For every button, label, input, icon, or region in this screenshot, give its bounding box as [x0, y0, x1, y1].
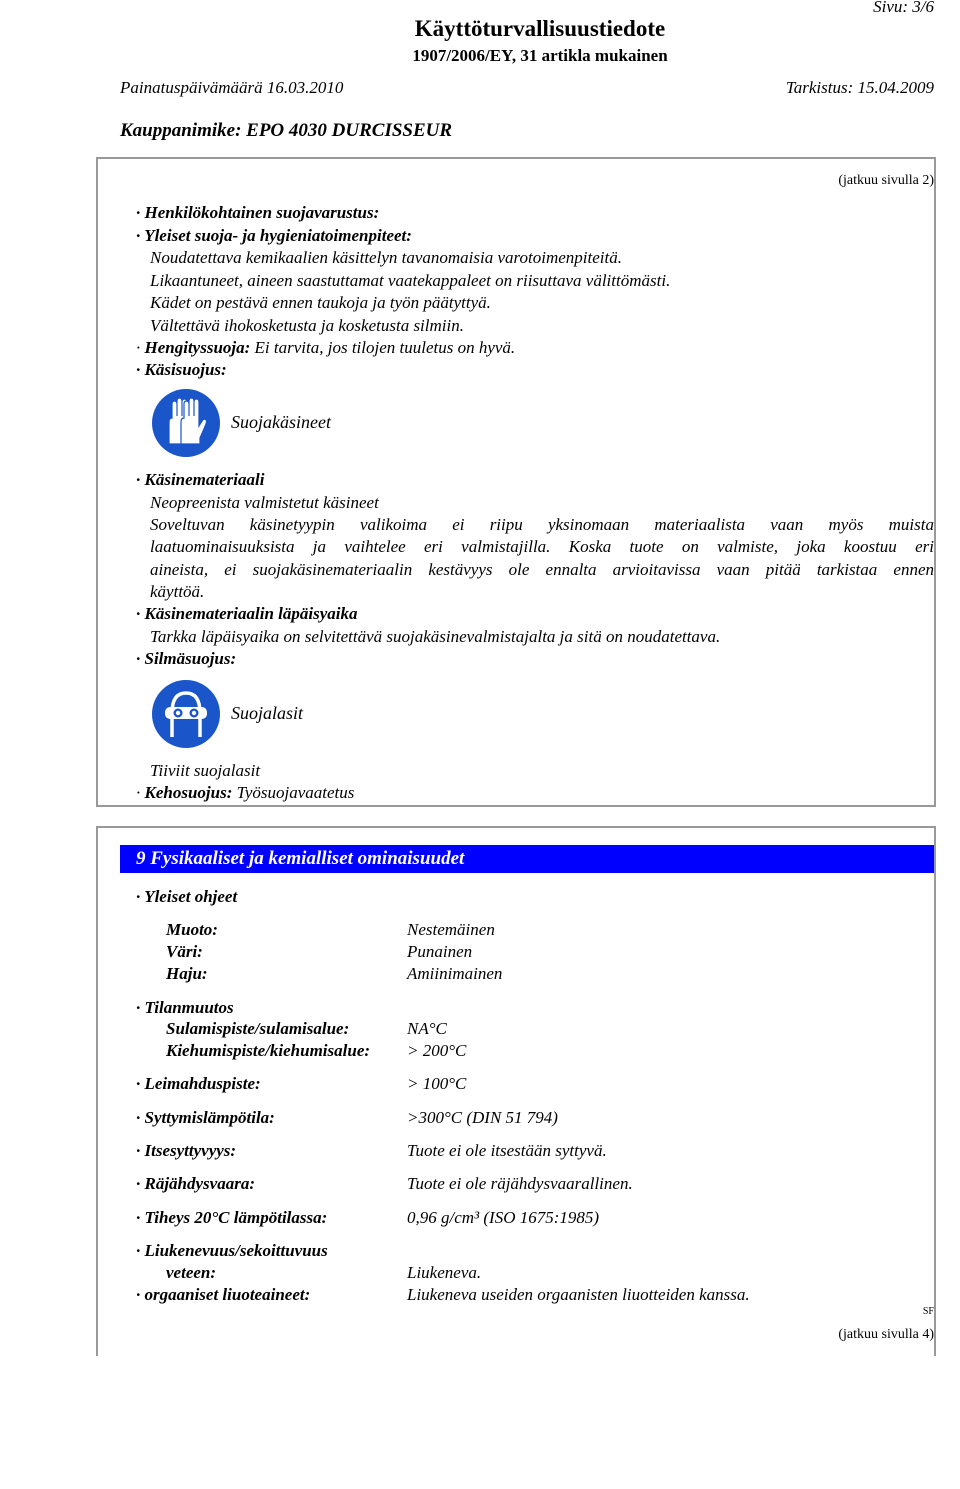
color-label: Väri: — [166, 942, 203, 961]
measure-2: Likaantuneet, aineen saastuttamat vaatekappaleet on riisuttava välittömästi. — [150, 271, 671, 290]
melting-value: NA°C — [407, 1019, 447, 1038]
eye-protection-value: Tiiviit suojalasit — [150, 761, 261, 780]
general-measures-heading: · Yleiset suoja- ja hygieniatoimenpiteet: — [136, 226, 412, 245]
glove-note-line-3: aineista, ei suojakäsinemateriaalin kestävyys ole ennalta arvioitavissa vaan pitää tarkistaa ennen — [150, 560, 934, 579]
eye-protection-heading: · Silmäsuojus: — [136, 649, 237, 668]
odor-label: Haju: — [166, 964, 208, 983]
glove-note-line-2: laatuominaisuuksista ja vaihtelee eri valmistajilla. Koska tuote on valmiste, joka koostuu eri — [150, 537, 934, 556]
form-value: Nestemäinen — [407, 920, 495, 939]
respiratory-protection: · Hengityssuoja: Ei tarvita, jos tilojen tuuletus on hyvä. — [136, 338, 516, 357]
document-subtitle: 1907/2006/EY, 31 artikla mukainen — [412, 46, 668, 65]
measure-4: Vältettävä ihokosketusta ja kosketusta silmiin. — [150, 316, 464, 335]
flash-point-label: · Leimahduspiste: — [136, 1074, 261, 1093]
explosion-label: · Räjähdysvaara: — [136, 1174, 255, 1193]
document-title: Käyttöturvallisuustiedote — [414, 16, 666, 41]
general-info-heading: · Yleiset ohjeet — [136, 887, 238, 906]
measure-3: Kädet on pestävä ennen taukoja ja työn päätyttyä. — [150, 293, 491, 312]
continued-on: (jatkuu sivulla 4) — [838, 1327, 934, 1342]
revision-date: Tarkistus: 15.04.2009 — [785, 78, 934, 97]
glove-note-line-1: Soveltuvan käsinetyypin valikoima ei riipu yksinomaan materiaalista vaan myös muista — [150, 515, 934, 534]
glove-note-last: käyttöä. — [150, 582, 205, 601]
water-solubility-value: Liukeneva. — [407, 1263, 482, 1282]
boiling-value: > 200°C — [407, 1041, 467, 1060]
measure-1: Noudatettava kemikaalien käsittelyn tavanomaisia varotoimenpiteitä. — [150, 248, 622, 267]
section-9-title: 9 Fysikaaliset ja kemialliset ominaisuudet — [120, 845, 934, 873]
hand-protection-heading: · Käsisuojus: — [136, 360, 227, 379]
density-label: · Tiheys 20°C lämpötilassa: — [136, 1208, 328, 1227]
form-label: Muoto: — [166, 920, 218, 939]
print-date: Painatuspäivämäärä 16.03.2010 — [120, 78, 344, 97]
state-change-heading: · Tilanmuutos — [136, 998, 234, 1017]
breakthrough-value: Tarkka läpäisyaika on selvitettävä suojakäsinevalmistajalta ja sitä on noudatettava. — [150, 627, 721, 646]
flash-point-value: > 100°C — [407, 1074, 467, 1093]
solubility-heading: · Liukenevuus/sekoittuvuus — [136, 1241, 328, 1260]
odor-value: Amiinimainen — [407, 964, 503, 983]
language-code: SF — [922, 1306, 934, 1317]
breakthrough-heading: · Käsinemateriaalin läpäisyaika — [136, 604, 358, 623]
gloves-icon-label: Suojakäsineet — [231, 412, 331, 432]
body-protection: · Kehosuojus: Työsuojavaatetus — [136, 783, 355, 802]
ignition-value: >300°C (DIN 51 794) — [407, 1108, 558, 1127]
organic-solvents-value: Liukeneva useiden orgaanisten liuotteiden kanssa. — [407, 1285, 750, 1304]
page-number: Sivu: 3/6 — [873, 0, 934, 16]
glove-material-heading: · Käsinemateriaali — [136, 470, 265, 489]
goggles-icon — [151, 679, 221, 749]
trade-name — [120, 120, 452, 142]
self-ignition-value: Tuote ei ole itsestään syttyvä. — [407, 1141, 607, 1160]
ignition-label: · Syttymislämpötila: — [136, 1108, 275, 1127]
gloves-icon — [151, 388, 221, 458]
trade-value: EPO 4030 DURCISSEUR — [246, 120, 453, 141]
goggles-icon-label: Suojalasit — [231, 703, 304, 723]
density-value: 0,96 g/cm³ (ISO 1675:1985) — [407, 1208, 600, 1227]
organic-solvents-label: · orgaaniset liuoteaineet: — [136, 1285, 311, 1304]
personal-protection-heading: · Henkilökohtainen suojavarustus: — [136, 203, 380, 222]
color-value: Punainen — [407, 942, 473, 961]
continued-from: (jatkuu sivulla 2) — [838, 173, 934, 188]
self-ignition-label: · Itsesyttyvyys: — [136, 1141, 237, 1160]
water-solubility-label: veteen: — [166, 1263, 217, 1282]
explosion-value: Tuote ei ole räjähdysvaarallinen. — [407, 1174, 633, 1193]
trade-label: Kauppanimike: — [120, 120, 247, 141]
glove-material-value: Neopreenista valmistetut käsineet — [150, 493, 379, 512]
melting-label: Sulamispiste/sulamisalue: — [166, 1019, 350, 1038]
boiling-label: Kiehumispiste/kiehumisalue: — [166, 1041, 371, 1060]
